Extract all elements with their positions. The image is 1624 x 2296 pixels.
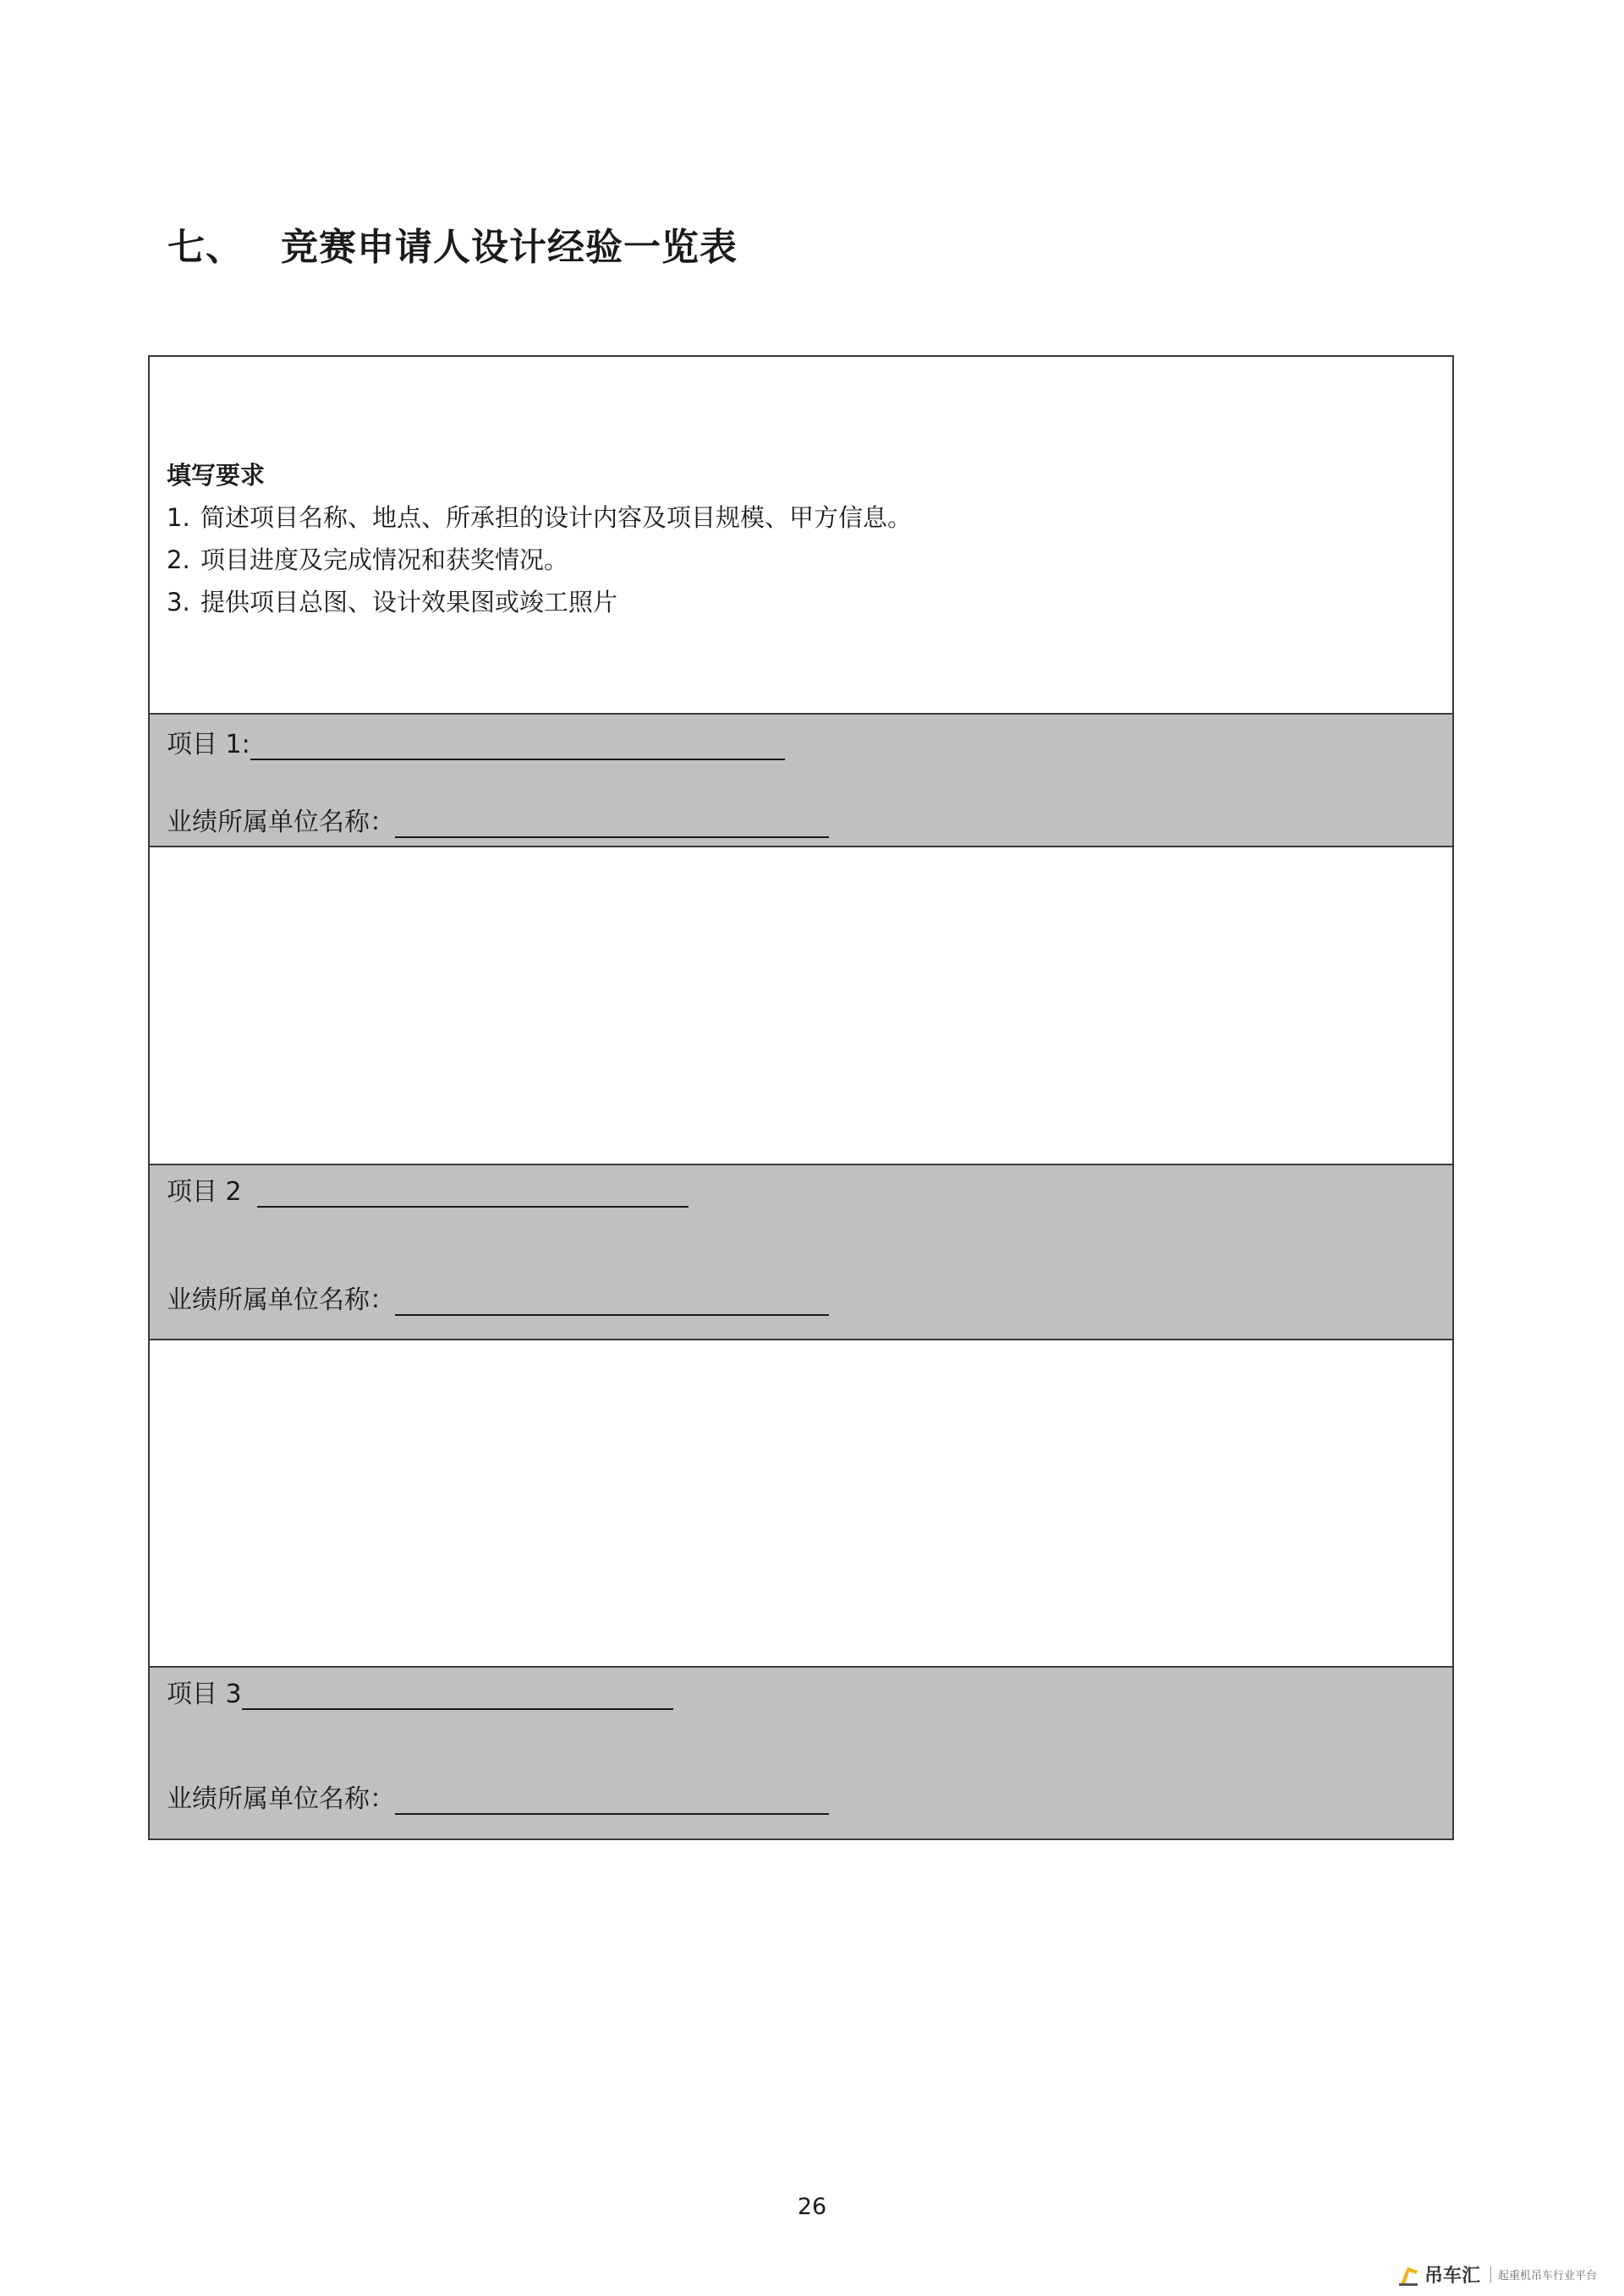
requirement-item [167, 499, 912, 534]
requirement-item [167, 541, 568, 576]
section-number: 七、 [167, 226, 244, 269]
project-1-header-row [150, 715, 1452, 847]
requirements-title: 填写要求 [167, 461, 266, 490]
project-2-header-row [150, 1165, 1452, 1340]
page-number: 26 [797, 2194, 827, 2220]
requirement-number: 3. [167, 588, 190, 616]
section-heading [167, 216, 738, 271]
project-1-unit-line [167, 801, 829, 838]
project-1-content-area[interactable] [150, 847, 1452, 1165]
project-2-unit-field[interactable] [395, 1289, 829, 1316]
project-2-unit-line [167, 1279, 829, 1316]
watermark-slogan: 起重机吊车行业平台 [1490, 2266, 1597, 2282]
project-3-header-row [150, 1668, 1452, 1838]
project-3-label: 项目 3 [167, 1680, 242, 1709]
project-1-label: 项目 1: [167, 730, 250, 759]
project-3-unit-line [167, 1778, 829, 1815]
project-3-name-field[interactable] [242, 1683, 673, 1710]
requirement-text: 简述项目名称、地点、所承担的设计内容及项目规模、甲方信息。 [200, 503, 913, 532]
experience-form-table [148, 355, 1454, 1840]
requirement-number: 2. [167, 545, 190, 574]
project-2-content-area[interactable] [150, 1340, 1452, 1668]
project-3-name-line [167, 1673, 673, 1710]
project-2-name-line [167, 1170, 689, 1208]
watermark-name: 吊车汇 [1424, 2266, 1481, 2287]
requirement-item [167, 584, 617, 618]
requirement-text: 项目进度及完成情况和获奖情况。 [200, 545, 569, 574]
project-1-unit-field[interactable] [395, 811, 829, 838]
crane-logo-icon [1396, 2262, 1421, 2288]
requirement-text: 提供项目总图、设计效果图或竣工照片 [200, 588, 618, 616]
project-1-name-field[interactable] [250, 733, 785, 760]
project-3-unit-field[interactable] [395, 1788, 829, 1815]
requirement-number: 1. [167, 503, 190, 532]
project-1-unit-label: 业绩所属单位名称： [167, 808, 395, 837]
section-title: 竞赛申请人设计经验一览表 [281, 226, 738, 269]
project-3-unit-label: 业绩所属单位名称： [167, 1784, 395, 1814]
watermark-logo [1396, 2261, 1597, 2288]
requirements-row [150, 357, 1452, 715]
project-2-label: 项目 2 [167, 1177, 242, 1207]
project-2-name-field[interactable] [257, 1181, 689, 1208]
project-1-name-line [167, 723, 785, 760]
project-2-unit-label: 业绩所属单位名称： [167, 1285, 395, 1315]
